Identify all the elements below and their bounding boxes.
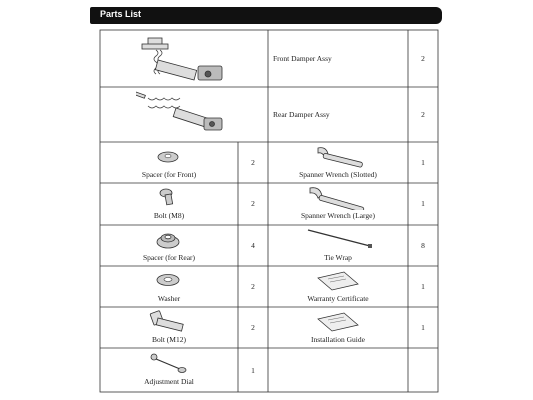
tie-wrap-icon	[306, 228, 374, 250]
spanner-large-icon	[306, 186, 370, 210]
bolt-m12-icon	[148, 310, 188, 334]
front-damper-icon	[138, 32, 230, 86]
bolt-m12-name: Bolt (M12)	[152, 335, 186, 344]
spacer-front-qty: 2	[251, 158, 255, 167]
washer-qty: 2	[251, 282, 255, 291]
bolt-m8-icon	[158, 187, 178, 209]
spacer-front-icon	[156, 149, 180, 165]
bolt-m8-qty: 2	[251, 199, 255, 208]
warranty-certificate-icon	[316, 270, 360, 292]
bolt-m12-qty: 2	[251, 323, 255, 332]
front-damper-qty: 2	[421, 54, 425, 63]
tie-wrap-qty: 8	[421, 241, 425, 250]
spanner-slotted-icon	[312, 146, 368, 168]
spacer-rear-qty: 4	[251, 241, 255, 250]
washer-icon	[155, 272, 181, 288]
warranty-qty: 1	[421, 282, 425, 291]
bolt-m8-name: Bolt (M8)	[153, 211, 185, 220]
spanner-slotted-qty: 1	[421, 158, 425, 167]
adjustment-dial-icon	[148, 351, 188, 375]
spacer-rear-icon	[155, 230, 181, 250]
rear-damper-icon	[136, 88, 228, 140]
adjustment-dial-name: Adjustment Dial	[144, 377, 194, 386]
spacer-rear-name: Spacer (for Rear)	[142, 253, 196, 262]
installation-guide-qty: 1	[421, 323, 425, 332]
washer-name: Washer	[157, 294, 181, 303]
warranty-name: Warranty Certificate	[307, 294, 369, 303]
parts-list-title: Parts List	[100, 9, 142, 19]
spacer-front-name: Spacer (for Front)	[141, 170, 197, 179]
spanner-large-name: Spanner Wrench (Large)	[301, 211, 375, 220]
installation-guide-icon	[316, 311, 360, 333]
spanner-large-qty: 1	[421, 199, 425, 208]
rear-damper-qty: 2	[421, 110, 425, 119]
adjustment-dial-qty: 1	[251, 366, 255, 375]
rear-damper-name: Rear Damper Assy	[273, 110, 330, 119]
tie-wrap-name: Tie Wrap	[324, 253, 352, 262]
front-damper-name: Front Damper Assy	[273, 54, 332, 63]
spanner-slotted-name: Spanner Wrench (Slotted)	[299, 170, 377, 179]
installation-guide-name: Installation Guide	[311, 335, 365, 344]
